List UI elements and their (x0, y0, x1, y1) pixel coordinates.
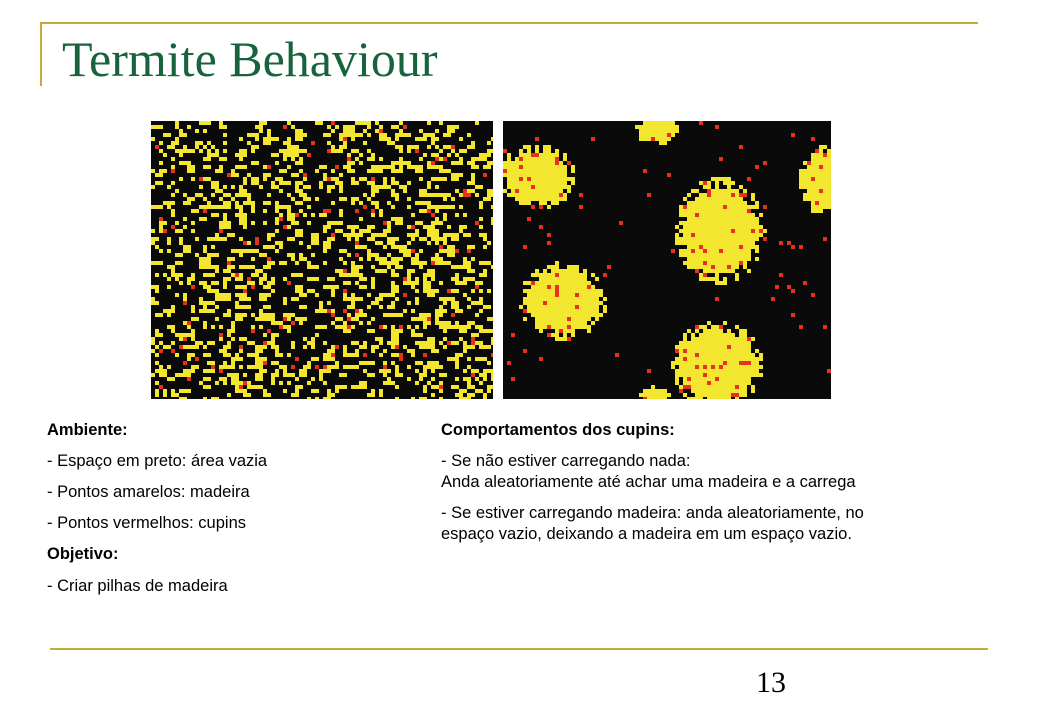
behaviour-rule-not-carrying-action: Anda aleatoriamente até achar uma madeira e a carrega (441, 473, 856, 492)
slide-number: 13 (756, 666, 786, 699)
behaviour-rule-not-carrying-condition: - Se não estiver carregando nada: (441, 452, 691, 471)
environment-item-empty: - Espaço em preto: área vazia (47, 452, 268, 471)
goal-item: - Criar pilhas de madeira (47, 576, 228, 595)
environment-item-termites: - Pontos vermelhos: cupins (47, 514, 247, 533)
behaviour-rule-carrying: - Se estiver carregando madeira: anda aleatoriamente, no espaço vazio, deixando a madeira em um espaço vazio. (441, 504, 864, 544)
behaviour-heading: Comportamentos dos cupins: (441, 421, 675, 439)
bottom-rule (50, 648, 988, 650)
simulation-image-after (503, 121, 831, 399)
left-rule (40, 22, 42, 86)
slide-title: Termite Behaviour (62, 31, 438, 87)
top-rule (40, 22, 978, 24)
environment-column (47, 420, 417, 607)
behaviour-column (441, 420, 921, 556)
behaviour-rule-not-carrying (441, 451, 921, 493)
environment-heading: Ambiente: (47, 421, 128, 439)
simulation-image-before (151, 121, 493, 399)
environment-item-wood: - Pontos amarelos: madeira (47, 483, 250, 502)
goal-heading: Objetivo: (47, 545, 119, 564)
